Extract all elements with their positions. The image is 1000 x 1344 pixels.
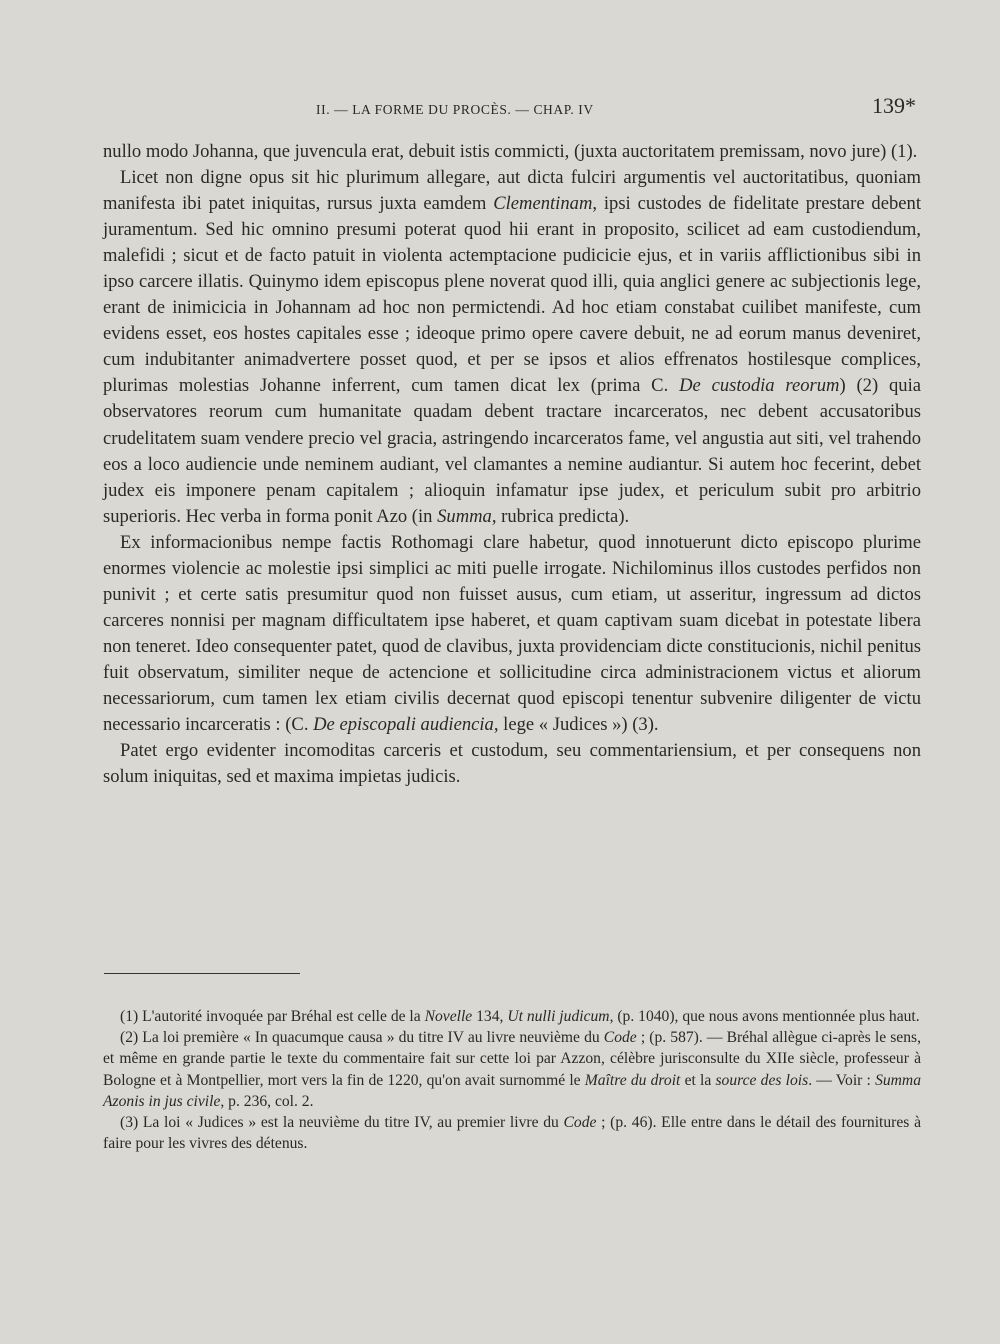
- text-run: ; (p. 587). — Bréhal allègue ci-après le sens, et même en grande partie le texte du commentaire fait sur cette loi par Azzon, célèbre jurisconsulte du XIIe siècle, professeur à Bologne et à Montpellier, mort vers la fin de 1220, qu'on avait surnommé le: [103, 1029, 921, 1089]
- italic-run: Novelle: [424, 1008, 473, 1025]
- text-run: Ex informacionibus nempe factis Rothomagi clare habetur, quod innotuerunt dicto episcopo plurime enormes violencie ac molestie ipsi simplici ac miti puelle irrogate. Nichilominus illos custodes perfidos non punivit ; et certe satis presumitur quod non fuisset ausus, cum etiam, ut asseritur, ingressum ad dictos carceres nonnisi per magnam difficultatem ipse haberet, et quam captivam suam dicebat in potestate libera non teneret. Ideo consequenter patet, quod de clavibus, juxta providenciam dicte constitucionis, nichil penitus fuit observatum, similiter neque de actencione et sollicitudine circa administracionem victus et aliorum necessariorum, cum tamen lex etiam civilis decernat quod episcopi tenentur subvenire diligenter de victu necessario incarceratis : (C.: [103, 531, 921, 736]
- italic-run: Summa: [437, 505, 492, 527]
- paragraph-1: nullo modo Johanna, que juvencula erat, debuit istis commicti, (juxta auctoritatem premissam, novo jure) (1).: [103, 141, 918, 162]
- footnote-separator: [104, 973, 300, 974]
- italic-run: Ut nulli judicum: [507, 1008, 610, 1025]
- italic-run: Summa Azonis in jus civile: [103, 1071, 921, 1110]
- text-run: ; (p. 46). Elle entre dans le détail des fournitures à faire pour les vivres des détenus.: [103, 1114, 921, 1153]
- italic-run: De custodia reorum: [679, 375, 840, 397]
- text-run: (1) L'autorité invoquée par Bréhal est celle de la: [120, 1008, 425, 1025]
- text-run: , lege « Judices ») (3).: [493, 714, 659, 736]
- text-run: (2) La loi première « In quacumque causa » du titre IV au livre neuvième du: [120, 1029, 604, 1047]
- italic-run: Clementinam: [493, 193, 593, 215]
- text-run: , (p. 1040), que nous avons mentionnée plus haut.: [609, 1008, 920, 1025]
- italic-run: De episcopali audiencia: [313, 714, 494, 736]
- text-run: et la: [680, 1071, 716, 1089]
- text-run: , ipsi custodes de fidelitate prestare debent juramentum. Sed hic omnino presumi poterat quod hii erant in proposito, scilicet ad eam custodiendum, malefidi ; sicut et de facto patuit in violenta actemptacione pudicicie ejus, et in variis afflictionibus sibi in ipso carcere illatis. Quinymo idem episcopus plene noverat quod illi, quia anglici genere ac subjectionis lege, erant de inimicicia in Johannam ad hoc non permictendi. Ad hoc etiam constabat cuilibet manifeste, cum evidens esset, eos hostes capitales esse ; ideoque primo opere cavere debuit, ne ad eorum manus deveniret, cum indubitanter animadvertere posset quod, et per se ipsos et alios effrenatos hostilesque complices, plurimas molestias Johanne inferrent, cum tamen dicat lex (prima C.: [103, 193, 921, 397]
- footnote-1: [103, 1006, 921, 1027]
- text-run: 134,: [472, 1008, 508, 1025]
- italic-run: Maître du droit: [584, 1071, 681, 1089]
- footnote-2: [103, 1027, 921, 1112]
- paragraph-3: [103, 530, 921, 738]
- italic-run: Code: [563, 1114, 597, 1132]
- running-head: II. — LA FORME DU PROCÈS. — CHAP. IV: [316, 102, 594, 117]
- text-run: , p. 236, col. 2.: [220, 1092, 314, 1110]
- main-text: [103, 139, 921, 790]
- italic-run: source des lois: [715, 1071, 809, 1089]
- page-number: 139*: [872, 93, 916, 118]
- text-run: ) (2) quia observatores reorum cum humanitate quadam debent tractare incarceratos, nec debent accusatoribus crudelitatem suam vendere precio vel gracia, astringendo incarceratos fame, vel angustia aut siti, vel trahendo eos a loco audiencie unde neminem audiant, vel clamantes a nemine audiantur. Si autem hoc fecerint, debet judex eis imponere penam capitalem ; alioquin infamatur ipse judex, et periculum subit pro arbitrio superioris. Hec verba in forma ponit Azo (in: [103, 375, 922, 527]
- text-run: . — Voir :: [808, 1071, 876, 1089]
- text-run: (3) La loi « Judices » est la neuvième du titre IV, au premier livre du: [120, 1114, 564, 1132]
- text-run: , rubrica predicta).: [491, 505, 630, 527]
- footnotes: [103, 1006, 921, 1154]
- text-run: Licet non digne opus sit hic plurimum allegare, aut dicta fulciri argumentis vel auctoritatibus, quoniam manifesta ibi patet iniquitas, rursus juxta eamdem: [103, 167, 921, 215]
- paragraph-4: Patet ergo evidenter incomoditas carceris et custodum, seu commentariensium, et per consequens non solum iniquitas, sed et maxima impietas judicis.: [103, 740, 921, 788]
- italic-run: Code: [603, 1029, 637, 1047]
- footnote-3: [103, 1112, 921, 1154]
- paragraph-2: [103, 165, 921, 530]
